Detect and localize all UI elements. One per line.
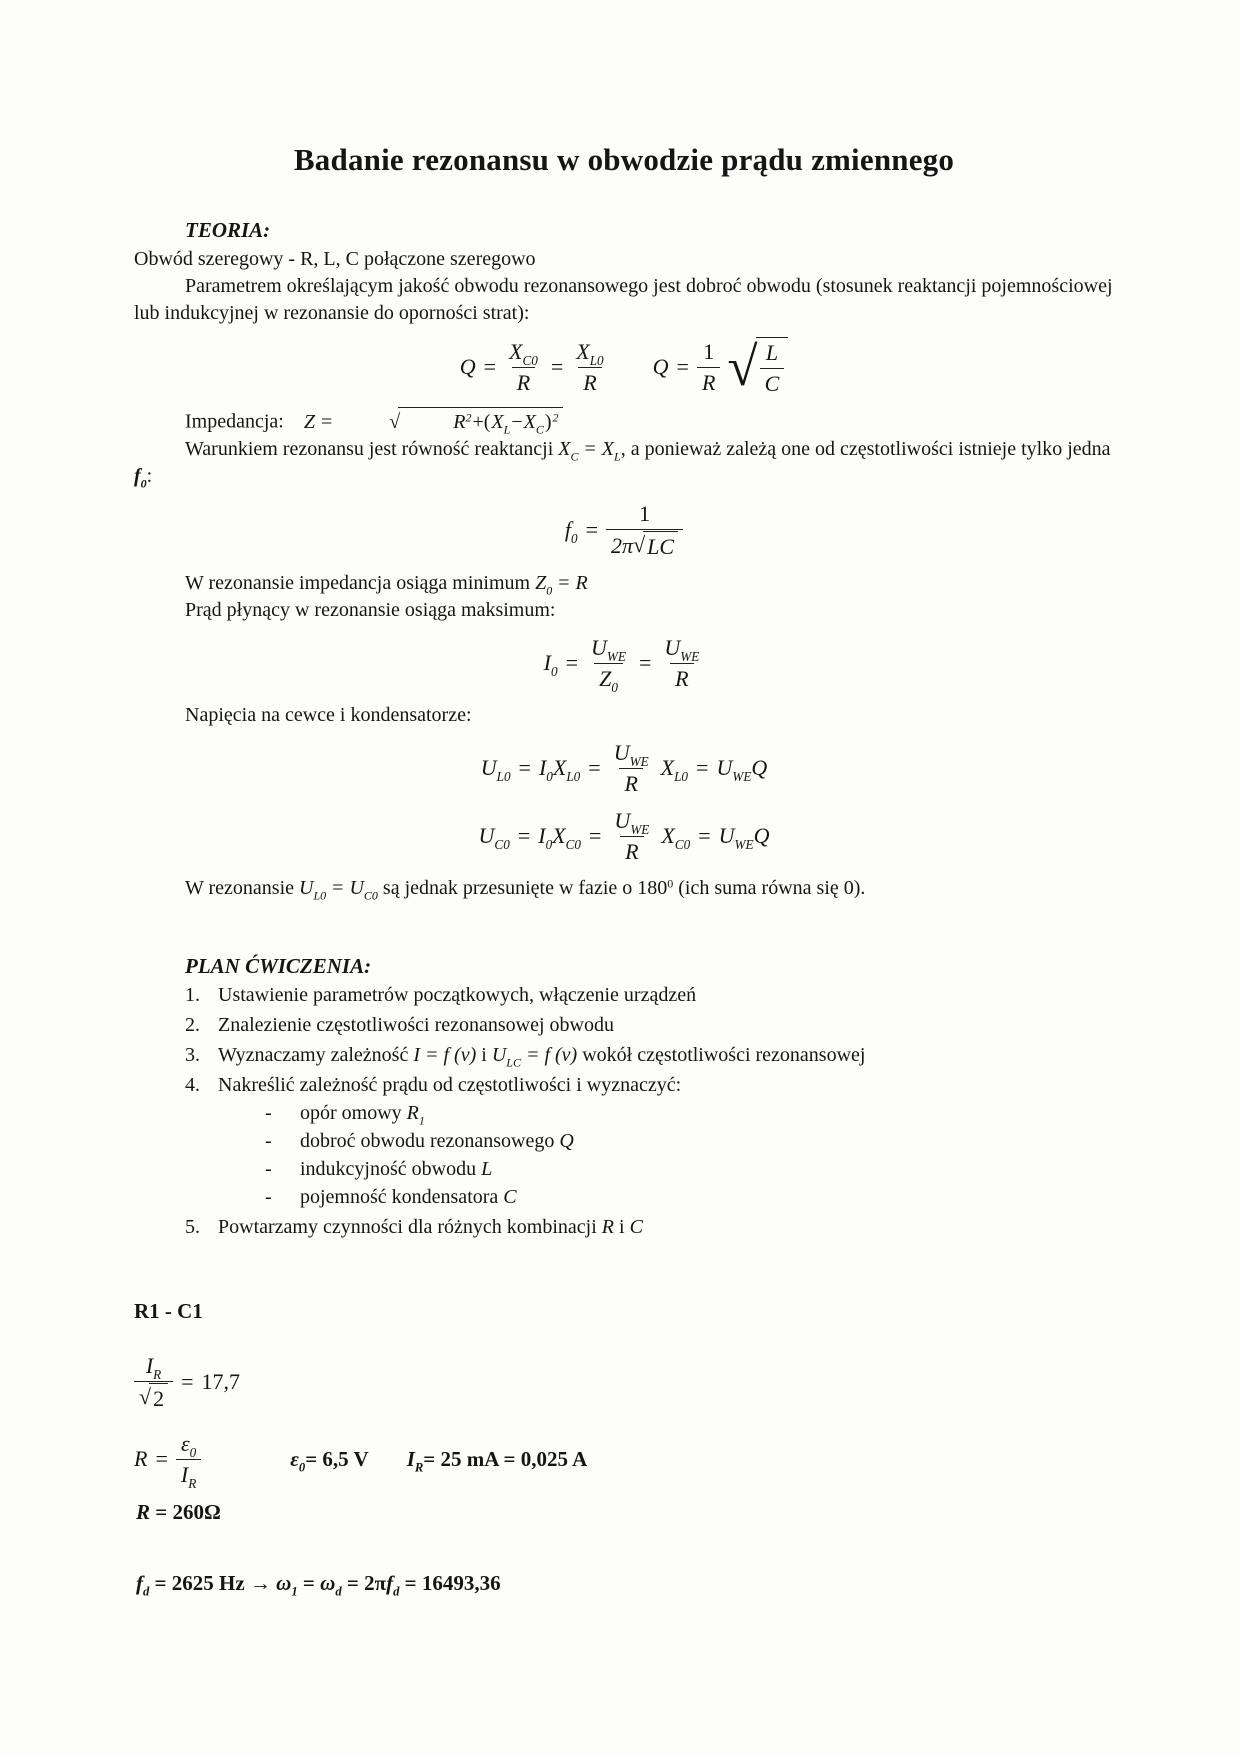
spacer [289, 411, 299, 433]
math-var: LC [643, 531, 678, 561]
item-number: 2. [185, 1014, 200, 1036]
fraction: $\frac{U_{WE}}{R}$ [664, 635, 700, 691]
result-fd: $f_d = 2625$ $Hz \to \omega_1 = \omega_d = 2\pi f_d = 16493,36$ [136, 1571, 501, 1599]
equals-sign: = [155, 1446, 168, 1472]
fraction [697, 338, 720, 396]
text-run: W rezonansie [185, 877, 300, 899]
paragraph-napiecia: Napięcia na cewce i kondensatorze: [185, 704, 472, 726]
result-r: R = 260Ω [136, 1500, 221, 1524]
plan-section [134, 954, 1114, 1241]
plan-item-4 [185, 1072, 1114, 1099]
equals-sign: = [638, 650, 652, 676]
math-var: C [760, 368, 785, 398]
math-var: R [453, 411, 466, 433]
item-text: Powtarzamy czynności dla różnych kombinacji R i C [218, 1216, 643, 1238]
subitem-text: indukcyjność obwodu L [300, 1158, 493, 1180]
math-num: 1 [639, 501, 651, 526]
dash-bullet: - [265, 1130, 272, 1152]
math-sub: L [503, 422, 511, 437]
math-var: R [512, 367, 535, 397]
formula-ir-sqrt2 [134, 1352, 1114, 1412]
paragraph-obwod: Obwód szeregowy - R, L, C połączone szeregowo [134, 248, 536, 270]
fraction: $\frac{\varepsilon_0}{I_R}$ [176, 1430, 201, 1488]
formula-i0 [134, 634, 1114, 695]
impedance-line [134, 407, 1114, 436]
fraction: $\frac{U_{WE}}{R}$ [613, 740, 649, 796]
inline-math-ulc-fv: $U_{LC} = f$ (ν) [491, 1044, 578, 1070]
paragraph-rezonans [134, 875, 1114, 902]
item-number: 3. [185, 1044, 200, 1066]
text-run: Warunkiem rezonansu jest równość reaktancji [185, 438, 559, 460]
item-text: Nakreślić zależność prądu od częstotliwości i wyznaczyć: [218, 1074, 682, 1096]
sqrt-sign: √ [139, 1384, 152, 1410]
plus-sign: +( [472, 411, 491, 433]
paragraph-minimum [134, 570, 1114, 597]
item-text: Znalezienie częstotliwości rezonansowej obwodu [218, 1014, 614, 1036]
formula-ul0: $U_{L0}$ = $I_0X_{L0}$ = $\frac{U_{WE}}{R}$ $X_{L0}$ = $U_{WE}Q$ [480, 740, 768, 796]
plan-subitem-3 [265, 1156, 1114, 1183]
equals-sign: = [585, 517, 599, 543]
inline-math-z0-r: $Z_0 = R$ [535, 572, 588, 598]
formula-r-eps-ir [134, 1430, 1114, 1491]
equals-sign: = [181, 1369, 194, 1395]
plan-subitem-4 [265, 1184, 1114, 1211]
item-number: 5. [185, 1216, 200, 1238]
teoria-section [134, 218, 1114, 902]
impedance-label: Impedancja: [185, 410, 284, 433]
fraction [606, 500, 683, 560]
paragraph-warunkiem [134, 436, 1114, 490]
measured-values: $\varepsilon_0$ = 6,5 V $I_R$ = 25 mA = 0,025 A [290, 1446, 588, 1475]
item-number: 4. [185, 1074, 200, 1096]
math-var: Q [652, 354, 669, 380]
inline-math-ul0-uc0: $U_{L0} = U_{C0}$ [299, 877, 378, 903]
inline-math-xc-xl: $X_C = X_L$ [558, 438, 621, 464]
text-run: W rezonansie impedancja osiąga minimum [185, 572, 536, 594]
math-var: L [765, 340, 779, 365]
sqrt-sign: √ [727, 335, 758, 397]
formula-impedance [303, 410, 563, 437]
fraction [760, 339, 785, 397]
formula-f0 [134, 500, 1114, 560]
sqrt-sign: √ [389, 410, 401, 433]
dash-bullet: - [265, 1186, 272, 1208]
equals-sign: = [698, 823, 711, 849]
equals-sign: = [676, 354, 689, 380]
dash-bullet: - [265, 1158, 272, 1180]
math-var: X [491, 411, 504, 433]
math-sub: L0 [589, 352, 604, 368]
math-var: X [576, 339, 590, 364]
equals-sign: = [588, 755, 601, 781]
math-sub: 0 [571, 531, 578, 547]
equals-sign: = [483, 354, 496, 380]
text-run: : [146, 465, 153, 487]
paragraph-prad: Prąd płynący w rezonansie osiąga maksimum: [185, 599, 556, 621]
plan-item-5 [185, 1214, 1114, 1241]
text-run: (ich suma równa się 0). [673, 877, 866, 899]
plan-item-1 [185, 982, 1114, 1009]
formula-q-definition [134, 337, 1114, 397]
result-value: 17,7 [201, 1369, 240, 1395]
math-var: X [509, 339, 523, 364]
square-root [633, 531, 678, 561]
inline-math-f0: $f_0$ [134, 465, 147, 491]
plan-heading: PLAN ĆWICZENIA: [185, 954, 372, 978]
math-var: $f_0$ [564, 517, 578, 547]
fraction: $\frac{U_{WE}}{R}$ [614, 808, 650, 864]
fraction: $\frac{U_{WE}}{Z_0}$ [591, 635, 626, 695]
equals-sign: = [517, 823, 531, 849]
math-var: R [134, 1446, 148, 1472]
equals-sign: = [696, 755, 709, 781]
math-var: Z [303, 410, 315, 433]
square-root [338, 407, 562, 436]
math-var: Q [459, 354, 476, 380]
item-number: 1. [185, 984, 200, 1006]
fraction: $I_R$ √ 2 [134, 1352, 173, 1412]
math-var: $I_0$ [543, 650, 558, 680]
math-sub: C [535, 422, 544, 437]
square-root [727, 337, 788, 397]
inline-math-i-fv: I = f (ν) [413, 1044, 477, 1066]
minus-sign: − [511, 411, 523, 433]
math-num: 1 [703, 339, 715, 364]
fraction [571, 338, 608, 396]
plan-subitem-2 [265, 1128, 1114, 1155]
item-text: Wyznaczamy zależność I = f (ν) i $U_{LC} = f$ (ν) wokół częstotliwości rezonansowej [218, 1044, 866, 1070]
equals-sign: = [589, 823, 602, 849]
math-var: X [523, 411, 536, 433]
math-var: R [697, 367, 720, 397]
subitem-text: dobroć obwodu rezonansowego Q [300, 1130, 574, 1152]
equals-sign: = [518, 755, 531, 781]
plan-subitem-1 [265, 1100, 1114, 1127]
fraction [504, 338, 543, 396]
sqrt-sign: √ [633, 532, 646, 558]
math-var: 2π [611, 532, 634, 558]
item-text: Ustawienie parametrów początkowych, włączenie urządzeń [218, 984, 697, 1006]
degree-sup: 0 [667, 876, 674, 891]
teoria-heading: TEORIA: [185, 218, 271, 242]
text-run: , a ponieważ zależą one od częstotliwości istnieje tylko jedna [620, 438, 1111, 460]
equals-sign: = [320, 410, 333, 433]
equals-sign: = [565, 650, 579, 676]
plan-item-3 [185, 1042, 1114, 1069]
paren: ) [544, 411, 552, 433]
paragraph-parametrem: Parametrem określającym jakość obwodu rezonansowego jest dobroć obwodu (stosunek reaktancji pojemnościowej lub indukcyjnej w rezonansie do oporności strat): [134, 275, 1113, 324]
square-root: √ 2 [139, 1383, 168, 1413]
page-title: Badanie rezonansu w obwodzie prądu zmiennego [293, 142, 955, 177]
math-sub: 0 [551, 664, 558, 680]
plan-item-2 [185, 1012, 1114, 1039]
text-run: są jednak przesunięte w fazie o 180 [377, 877, 668, 899]
r1c1-heading: R1 - C1 [134, 1299, 203, 1323]
math-sup: 2 [465, 410, 472, 425]
arrow-right: → [249, 1571, 271, 1595]
math-sup: 2 [552, 410, 559, 425]
subitem-text: opór omowy $R_1$ [300, 1102, 425, 1128]
subitem-text: pojemność kondensatora C [300, 1186, 517, 1208]
dash-bullet: - [265, 1102, 272, 1124]
math-var: R [578, 367, 601, 397]
formula-uc0: $U_{C0}$ = $I_0X_{C0}$ = $\frac{U_{WE}}{R}$ $X_{C0}$ = $U_{WE}Q$ [478, 808, 770, 864]
equals-sign: = [550, 354, 564, 380]
math-sub: C0 [522, 352, 538, 368]
results-section [134, 1299, 1114, 1599]
